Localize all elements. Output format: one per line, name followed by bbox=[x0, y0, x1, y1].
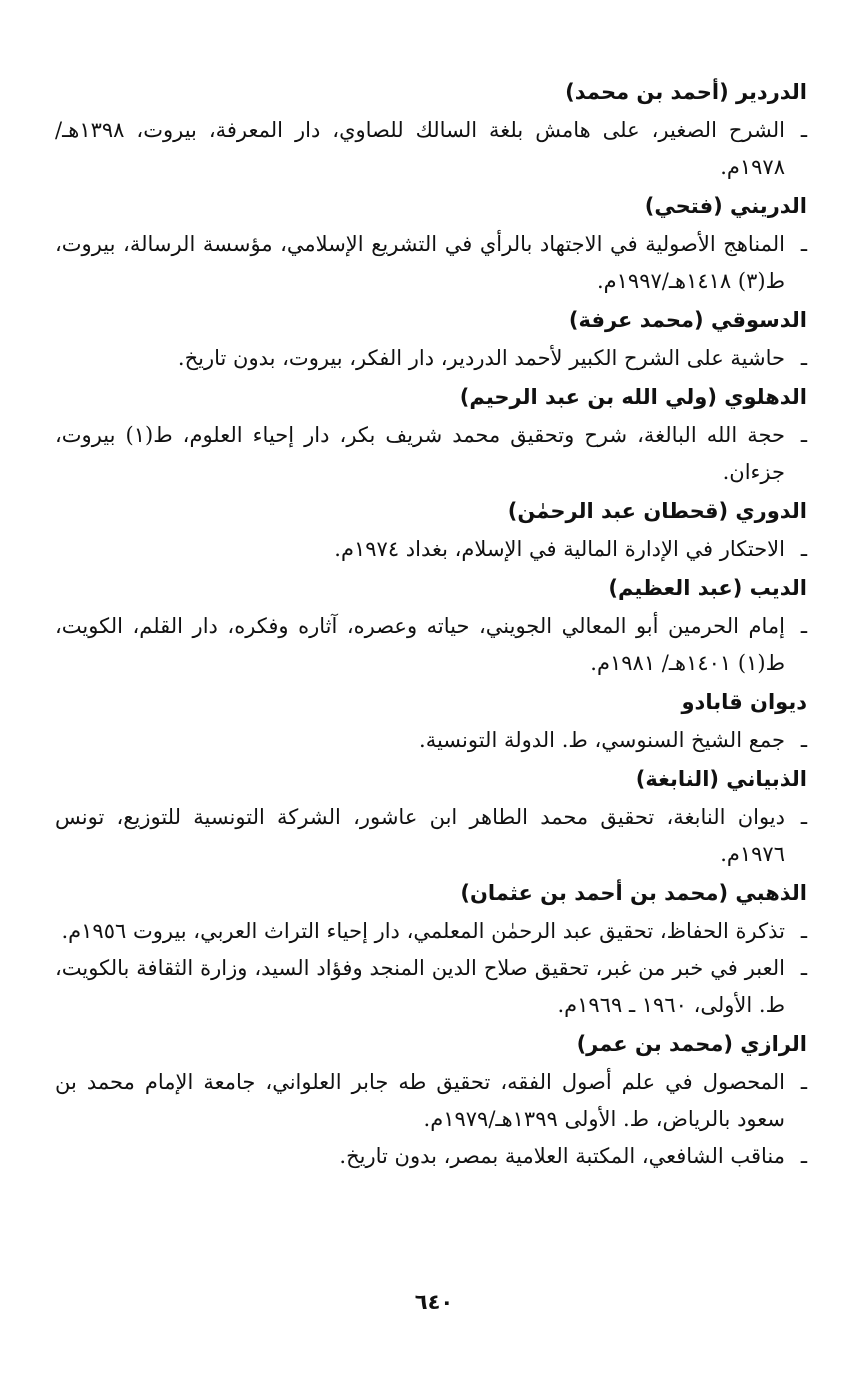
work-text: الشرح الصغير، على هامش بلغة السالك للصاوي، دار المعرفة، بيروت، ١٣٩٨هـ/١٩٧٨م. bbox=[55, 118, 785, 179]
author-heading: الديب (عبد العظيم) bbox=[608, 576, 807, 600]
dash-marker: ـ bbox=[800, 728, 807, 752]
bibliography-entry bbox=[55, 759, 807, 873]
work-text: المحصول في علم أصول الفقه، تحقيق طه جابر العلواني، جامعة الإمام محمد بن سعود بالرياض، ط. الأولى ١٣٩٩هـ/١٩٧٩م. bbox=[55, 1070, 785, 1131]
dash-marker: ـ bbox=[800, 232, 807, 256]
dash-marker: ـ bbox=[800, 537, 807, 561]
work-item bbox=[55, 799, 807, 873]
dash-marker: ـ bbox=[800, 1070, 807, 1094]
author-heading: الرازي (محمد بن عمر) bbox=[576, 1032, 807, 1056]
page-number: ٦٤٠ bbox=[414, 1290, 454, 1314]
work-item bbox=[55, 608, 807, 682]
dash-marker: ـ bbox=[800, 956, 807, 980]
bibliography-entry bbox=[55, 72, 807, 186]
work-item bbox=[55, 531, 807, 568]
work-item bbox=[55, 417, 807, 491]
author-heading: الذبياني (النابغة) bbox=[635, 767, 807, 791]
author-heading: ديوان قابادو bbox=[681, 690, 807, 714]
work-item bbox=[55, 1138, 807, 1175]
author-heading: الذهبي (محمد بن أحمد بن عثمان) bbox=[460, 881, 807, 905]
author-heading: الدوري (قحطان عبد الرحمٰن) bbox=[507, 499, 807, 523]
work-item bbox=[55, 112, 807, 186]
dash-marker: ـ bbox=[800, 1144, 807, 1168]
bibliography-entry bbox=[55, 377, 807, 491]
work-text: المناهج الأصولية في الاجتهاد بالرأي في التشريع الإسلامي، مؤسسة الرسالة، بيروت، ط(٣) ١٤١٨هـ/١٩٩٧م. bbox=[55, 232, 786, 293]
author-heading: الدهلوي (ولي الله بن عبد الرحيم) bbox=[459, 385, 807, 409]
bibliography-entry bbox=[55, 873, 807, 1024]
bibliography-entry bbox=[55, 1024, 807, 1175]
bibliography-entry bbox=[55, 491, 807, 568]
bibliography-entry bbox=[55, 300, 807, 377]
author-heading: الدسوقي (محمد عرفة) bbox=[568, 308, 807, 332]
work-item bbox=[55, 913, 807, 950]
dash-marker: ـ bbox=[800, 919, 807, 943]
work-text: إمام الحرمين أبو المعالي الجويني، حياته وعصره، آثاره وفكره، دار القلم، الكويت، ط(١) ١٤٠١هـ/ ١٩٨١م. bbox=[55, 614, 785, 675]
dash-marker: ـ bbox=[800, 805, 807, 829]
work-text: العبر في خبر من غبر، تحقيق صلاح الدين المنجد وفؤاد السيد، وزارة الثقافة بالكويت، ط. الأولى، ١٩٦٠ ـ ١٩٦٩م. bbox=[55, 956, 785, 1017]
dash-marker: ـ bbox=[800, 346, 807, 370]
work-item bbox=[55, 722, 807, 759]
bibliography-entry bbox=[55, 682, 807, 759]
bibliography-entry bbox=[55, 568, 807, 682]
dash-marker: ـ bbox=[800, 118, 807, 142]
work-item bbox=[55, 1064, 807, 1138]
work-text: الاحتكار في الإدارة المالية في الإسلام، بغداد ١٩٧٤م. bbox=[334, 537, 785, 561]
work-text: تذكرة الحفاظ، تحقيق عبد الرحمٰن المعلمي، دار إحياء التراث العربي، بيروت ١٩٥٦م. bbox=[61, 919, 785, 943]
dash-marker: ـ bbox=[800, 423, 807, 447]
bibliography-page bbox=[55, 72, 807, 1175]
work-text: حاشية على الشرح الكبير لأحمد الدردير، دار الفكر، بيروت، بدون تاريخ. bbox=[177, 346, 785, 370]
work-item bbox=[55, 340, 807, 377]
work-item bbox=[55, 950, 807, 1024]
work-text: ديوان النابغة، تحقيق محمد الطاهر ابن عاشور، الشركة التونسية للتوزيع، تونس ١٩٧٦م. bbox=[55, 805, 785, 866]
work-text: حجة الله البالغة، شرح وتحقيق محمد شريف بكر، دار إحياء العلوم، ط(١) بيروت، جزءان. bbox=[55, 423, 786, 484]
author-heading: الدردير (أحمد بن محمد) bbox=[565, 80, 807, 104]
bibliography-entry bbox=[55, 186, 807, 300]
work-item bbox=[55, 226, 807, 300]
author-heading: الدريني (فتحي) bbox=[644, 194, 807, 218]
work-text: جمع الشيخ السنوسي، ط. الدولة التونسية. bbox=[419, 728, 785, 752]
dash-marker: ـ bbox=[800, 614, 807, 638]
work-text: مناقب الشافعي، المكتبة العلامية بمصر، بدون تاريخ. bbox=[339, 1144, 785, 1168]
